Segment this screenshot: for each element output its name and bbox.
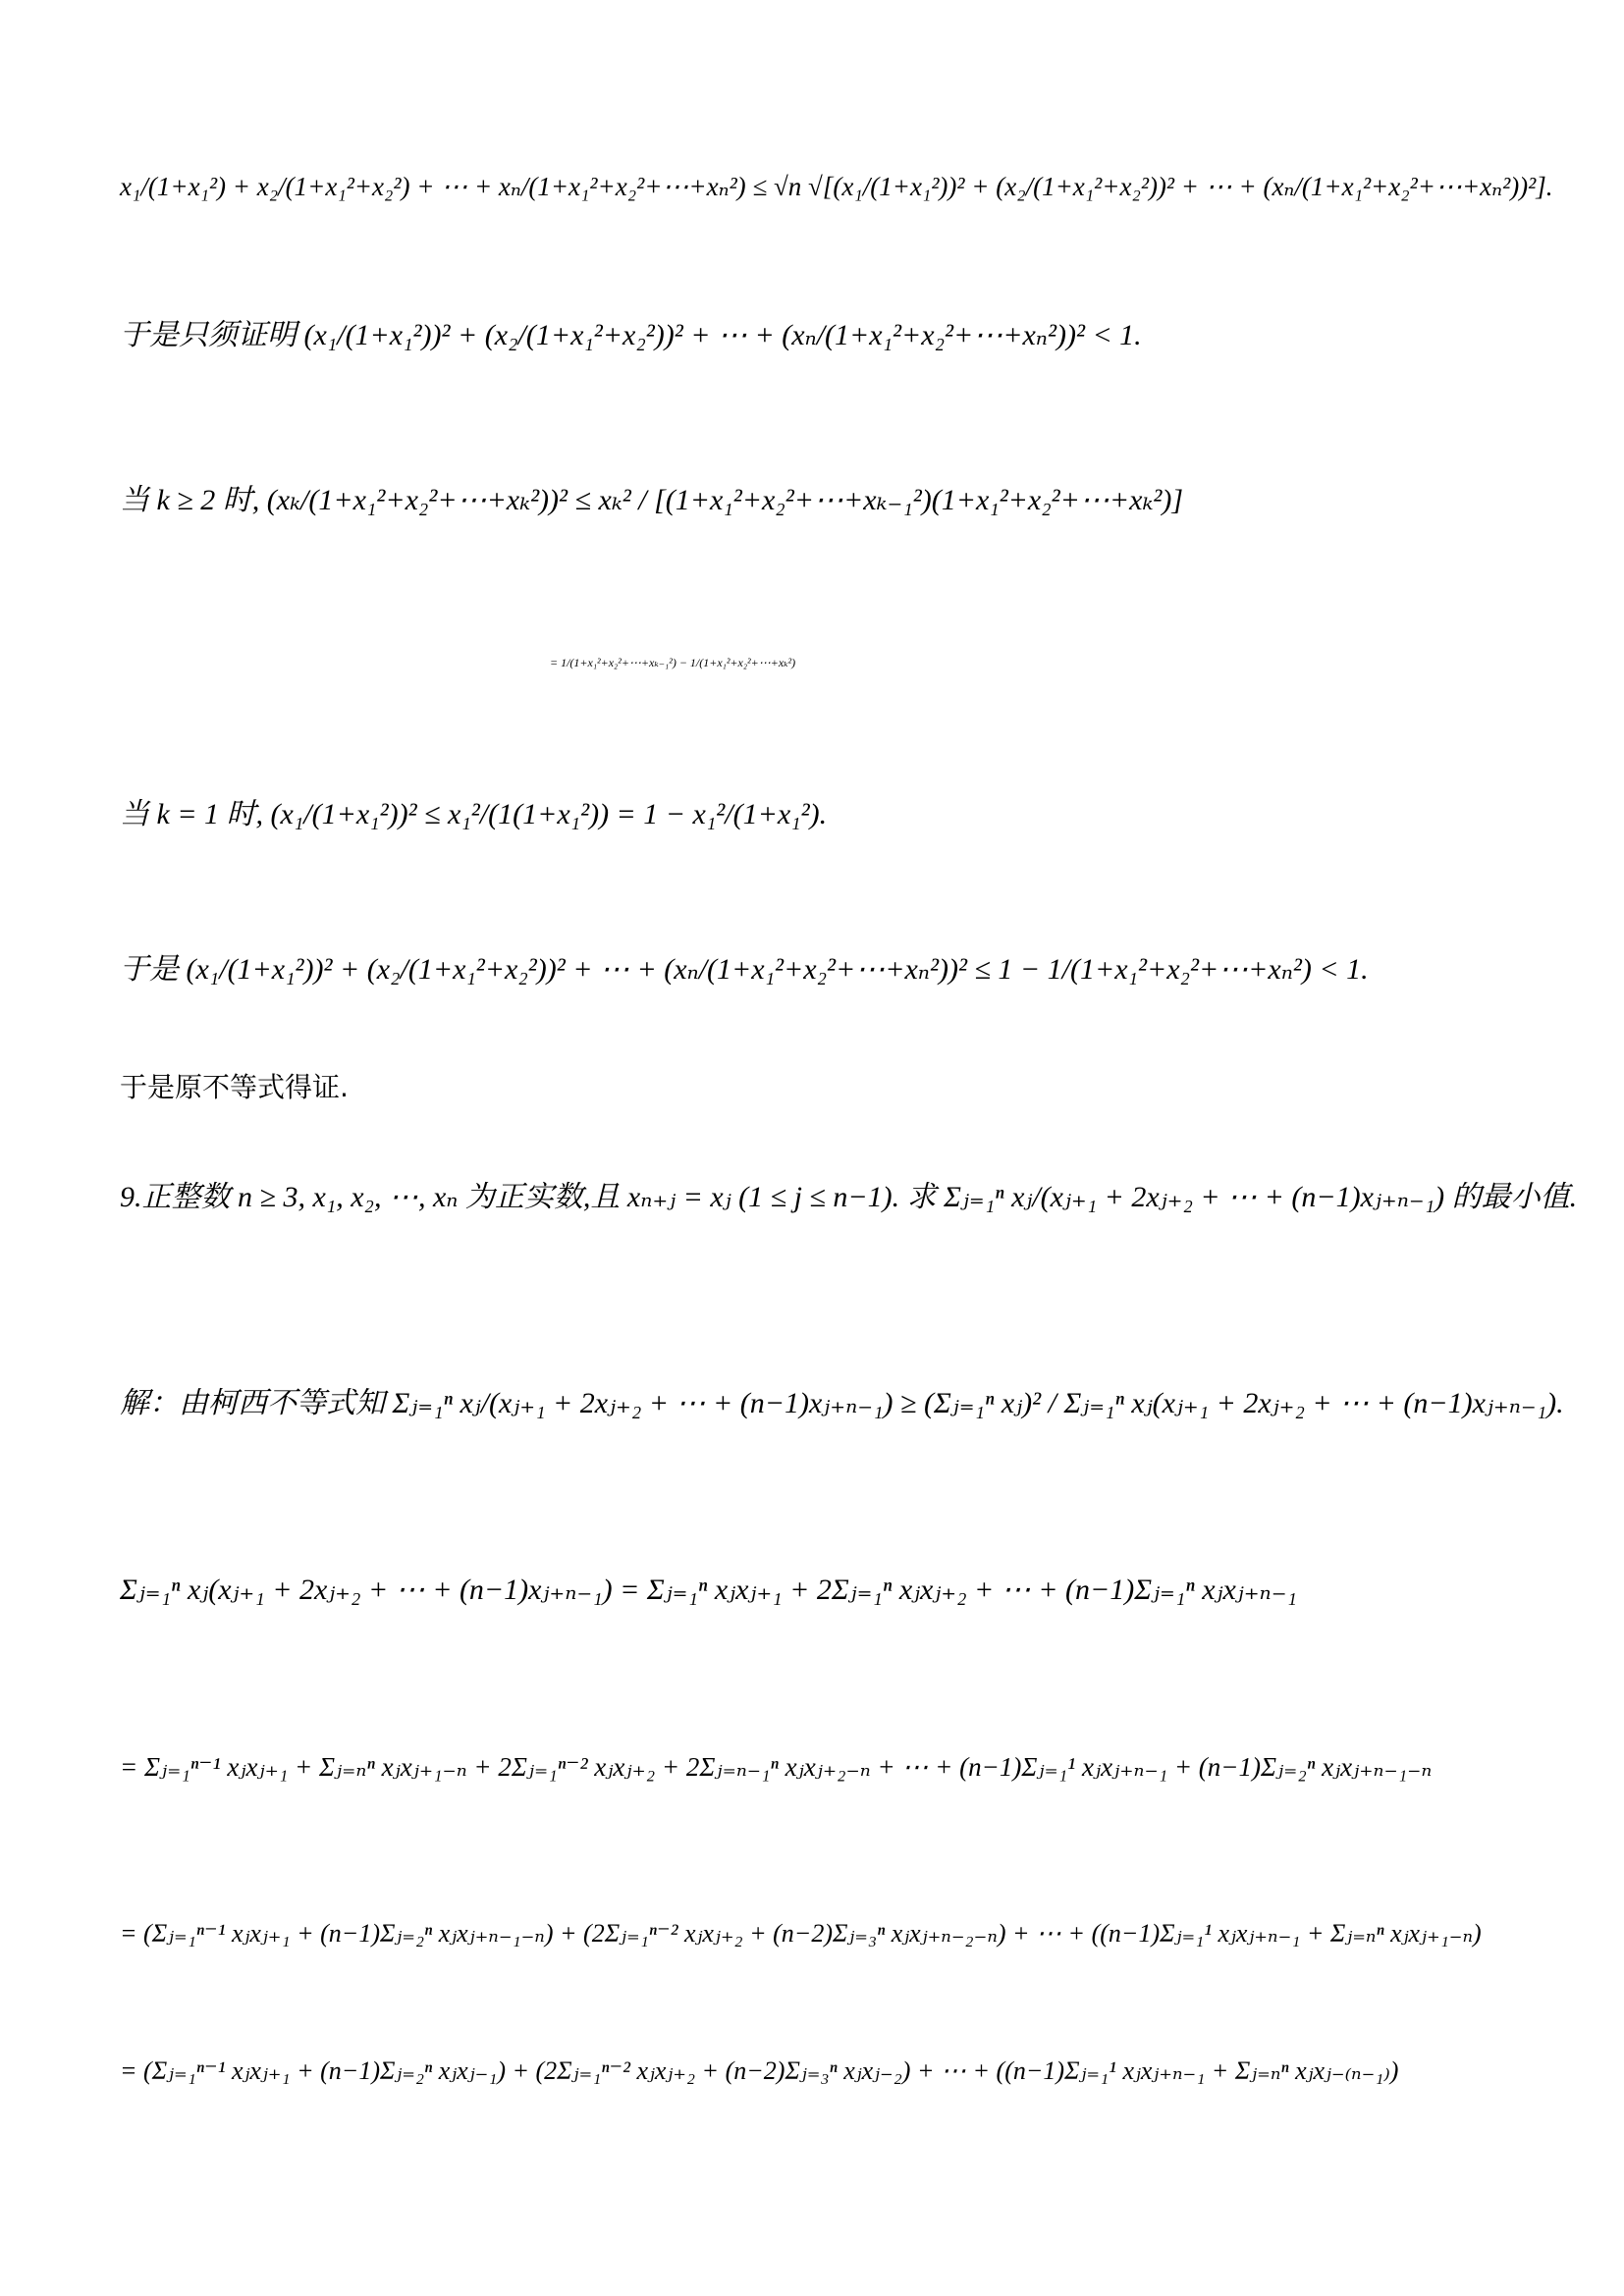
math-line-sum-bound: 于是 (x₁/(1+x₁²))² + (x₂/(1+x₁²+x₂²))² + ⋯ + (xₙ/(1+x₁²+x₂²+⋯+xₙ²))² ≤ 1 − 1/(1+x₁²+x₂²+⋯+xₙ²) < 1. xyxy=(120,953,1369,986)
text-proof-complete: 于是原不等式得证. xyxy=(120,1071,349,1103)
math-line-cauchy: x₁/(1+x₁²) + x₂/(1+x₁²+x₂²) + ⋯ + xₙ/(1+x₁²+x₂²+⋯+xₙ²) ≤ √n √[(x₁/(1+x₁²))² + (x₂/(1+x₁²+x₂²))² + ⋯ + (xₙ/(1+x₁²+x₂²+⋯+xₙ²))²]. xyxy=(120,172,1553,201)
math-line-suffices: 于是只须证明 (x₁/(1+x₁²))² + (x₂/(1+x₁²+x₂²))² + ⋯ + (xₙ/(1+x₁²+x₂²+⋯+xₙ²))² < 1. xyxy=(120,319,1142,351)
solution-cauchy-line: 解：由柯西不等式知 Σⱼ₌₁ⁿ xⱼ/(xⱼ₊₁ + 2xⱼ₊₂ + ⋯ + (n−1)xⱼ₊ₙ₋₁) ≥ (Σⱼ₌₁ⁿ xⱼ)² / Σⱼ₌₁ⁿ xⱼ(xⱼ₊₁ + 2xⱼ₊₂ + ⋯ + (n−1)xⱼ₊ₙ₋₁). xyxy=(120,1387,1564,1419)
math-line-split-sums: = Σⱼ₌₁ⁿ⁻¹ xⱼxⱼ₊₁ + Σⱼ₌ₙⁿ xⱼxⱼ₊₁₋ₙ + 2Σⱼ₌₁ⁿ⁻² xⱼxⱼ₊₂ + 2Σⱼ₌ₙ₋₁ⁿ xⱼxⱼ₊₂₋ₙ + ⋯ + (n−1)Σⱼ₌₁¹ xⱼxⱼ₊ₙ₋₁ + (n−1)Σⱼ₌₂ⁿ xⱼxⱼ₊ₙ₋₁₋ₙ xyxy=(120,1752,1433,1782)
math-line-case-k-ge-2: 当 k ≥ 2 时, (xₖ/(1+x₁²+x₂²+⋯+xₖ²))² ≤ xₖ² / [(1+x₁²+x₂²+⋯+xₖ₋₁²)(1+x₁²+x₂²+⋯+xₖ²)] xyxy=(120,484,1184,516)
math-line-regroup: = (Σⱼ₌₁ⁿ⁻¹ xⱼxⱼ₊₁ + (n−1)Σⱼ₌₂ⁿ xⱼxⱼ₊ₙ₋₁₋ₙ) + (2Σⱼ₌₁ⁿ⁻² xⱼxⱼ₊₂ + (n−2)Σⱼ₌₃ⁿ xⱼxⱼ₊ₙ₋₂₋ₙ) + ⋯ + ((n−1)Σⱼ₌₁¹ xⱼxⱼ₊ₙ₋₁ + Σⱼ₌ₙⁿ xⱼxⱼ₊₁₋ₙ) xyxy=(120,1919,1482,1948)
math-line-expand-denominator: Σⱼ₌₁ⁿ xⱼ(xⱼ₊₁ + 2xⱼ₊₂ + ⋯ + (n−1)xⱼ₊ₙ₋₁) = Σⱼ₌₁ⁿ xⱼxⱼ₊₁ + 2Σⱼ₌₁ⁿ xⱼxⱼ₊₂ + ⋯ + (n−1)Σⱼ₌₁ⁿ xⱼxⱼ₊ₙ₋₁ xyxy=(120,1574,1297,1606)
math-line-telescoping: = 1/(1+x₁²+x₂²+⋯+xₖ₋₁²) − 1/(1+x₁²+x₂²+⋯+xₖ²) xyxy=(550,656,796,669)
math-line-case-k-eq-1: 当 k = 1 时, (x₁/(1+x₁²))² ≤ x₁²/(1(1+x₁²)) = 1 − x₁²/(1+x₁²). xyxy=(120,798,828,830)
math-line-reindex: = (Σⱼ₌₁ⁿ⁻¹ xⱼxⱼ₊₁ + (n−1)Σⱼ₌₂ⁿ xⱼxⱼ₋₁) + (2Σⱼ₌₁ⁿ⁻² xⱼxⱼ₊₂ + (n−2)Σⱼ₌₃ⁿ xⱼxⱼ₋₂) + ⋯ + ((n−1)Σⱼ₌₁¹ xⱼxⱼ₊ₙ₋₁ + Σⱼ₌ₙⁿ xⱼxⱼ₋₍ₙ₋₁₎) xyxy=(120,2056,1399,2085)
problem-9-statement: 9.正整数 n ≥ 3, x₁, x₂, ⋯, xₙ 为正实数,且 xₙ₊ⱼ = xⱼ (1 ≤ j ≤ n−1). 求 Σⱼ₌₁ⁿ xⱼ/(xⱼ₊₁ + 2xⱼ₊₂ + ⋯ + (n−1)xⱼ₊ₙ₋₁) 的最小值. xyxy=(120,1181,1578,1213)
